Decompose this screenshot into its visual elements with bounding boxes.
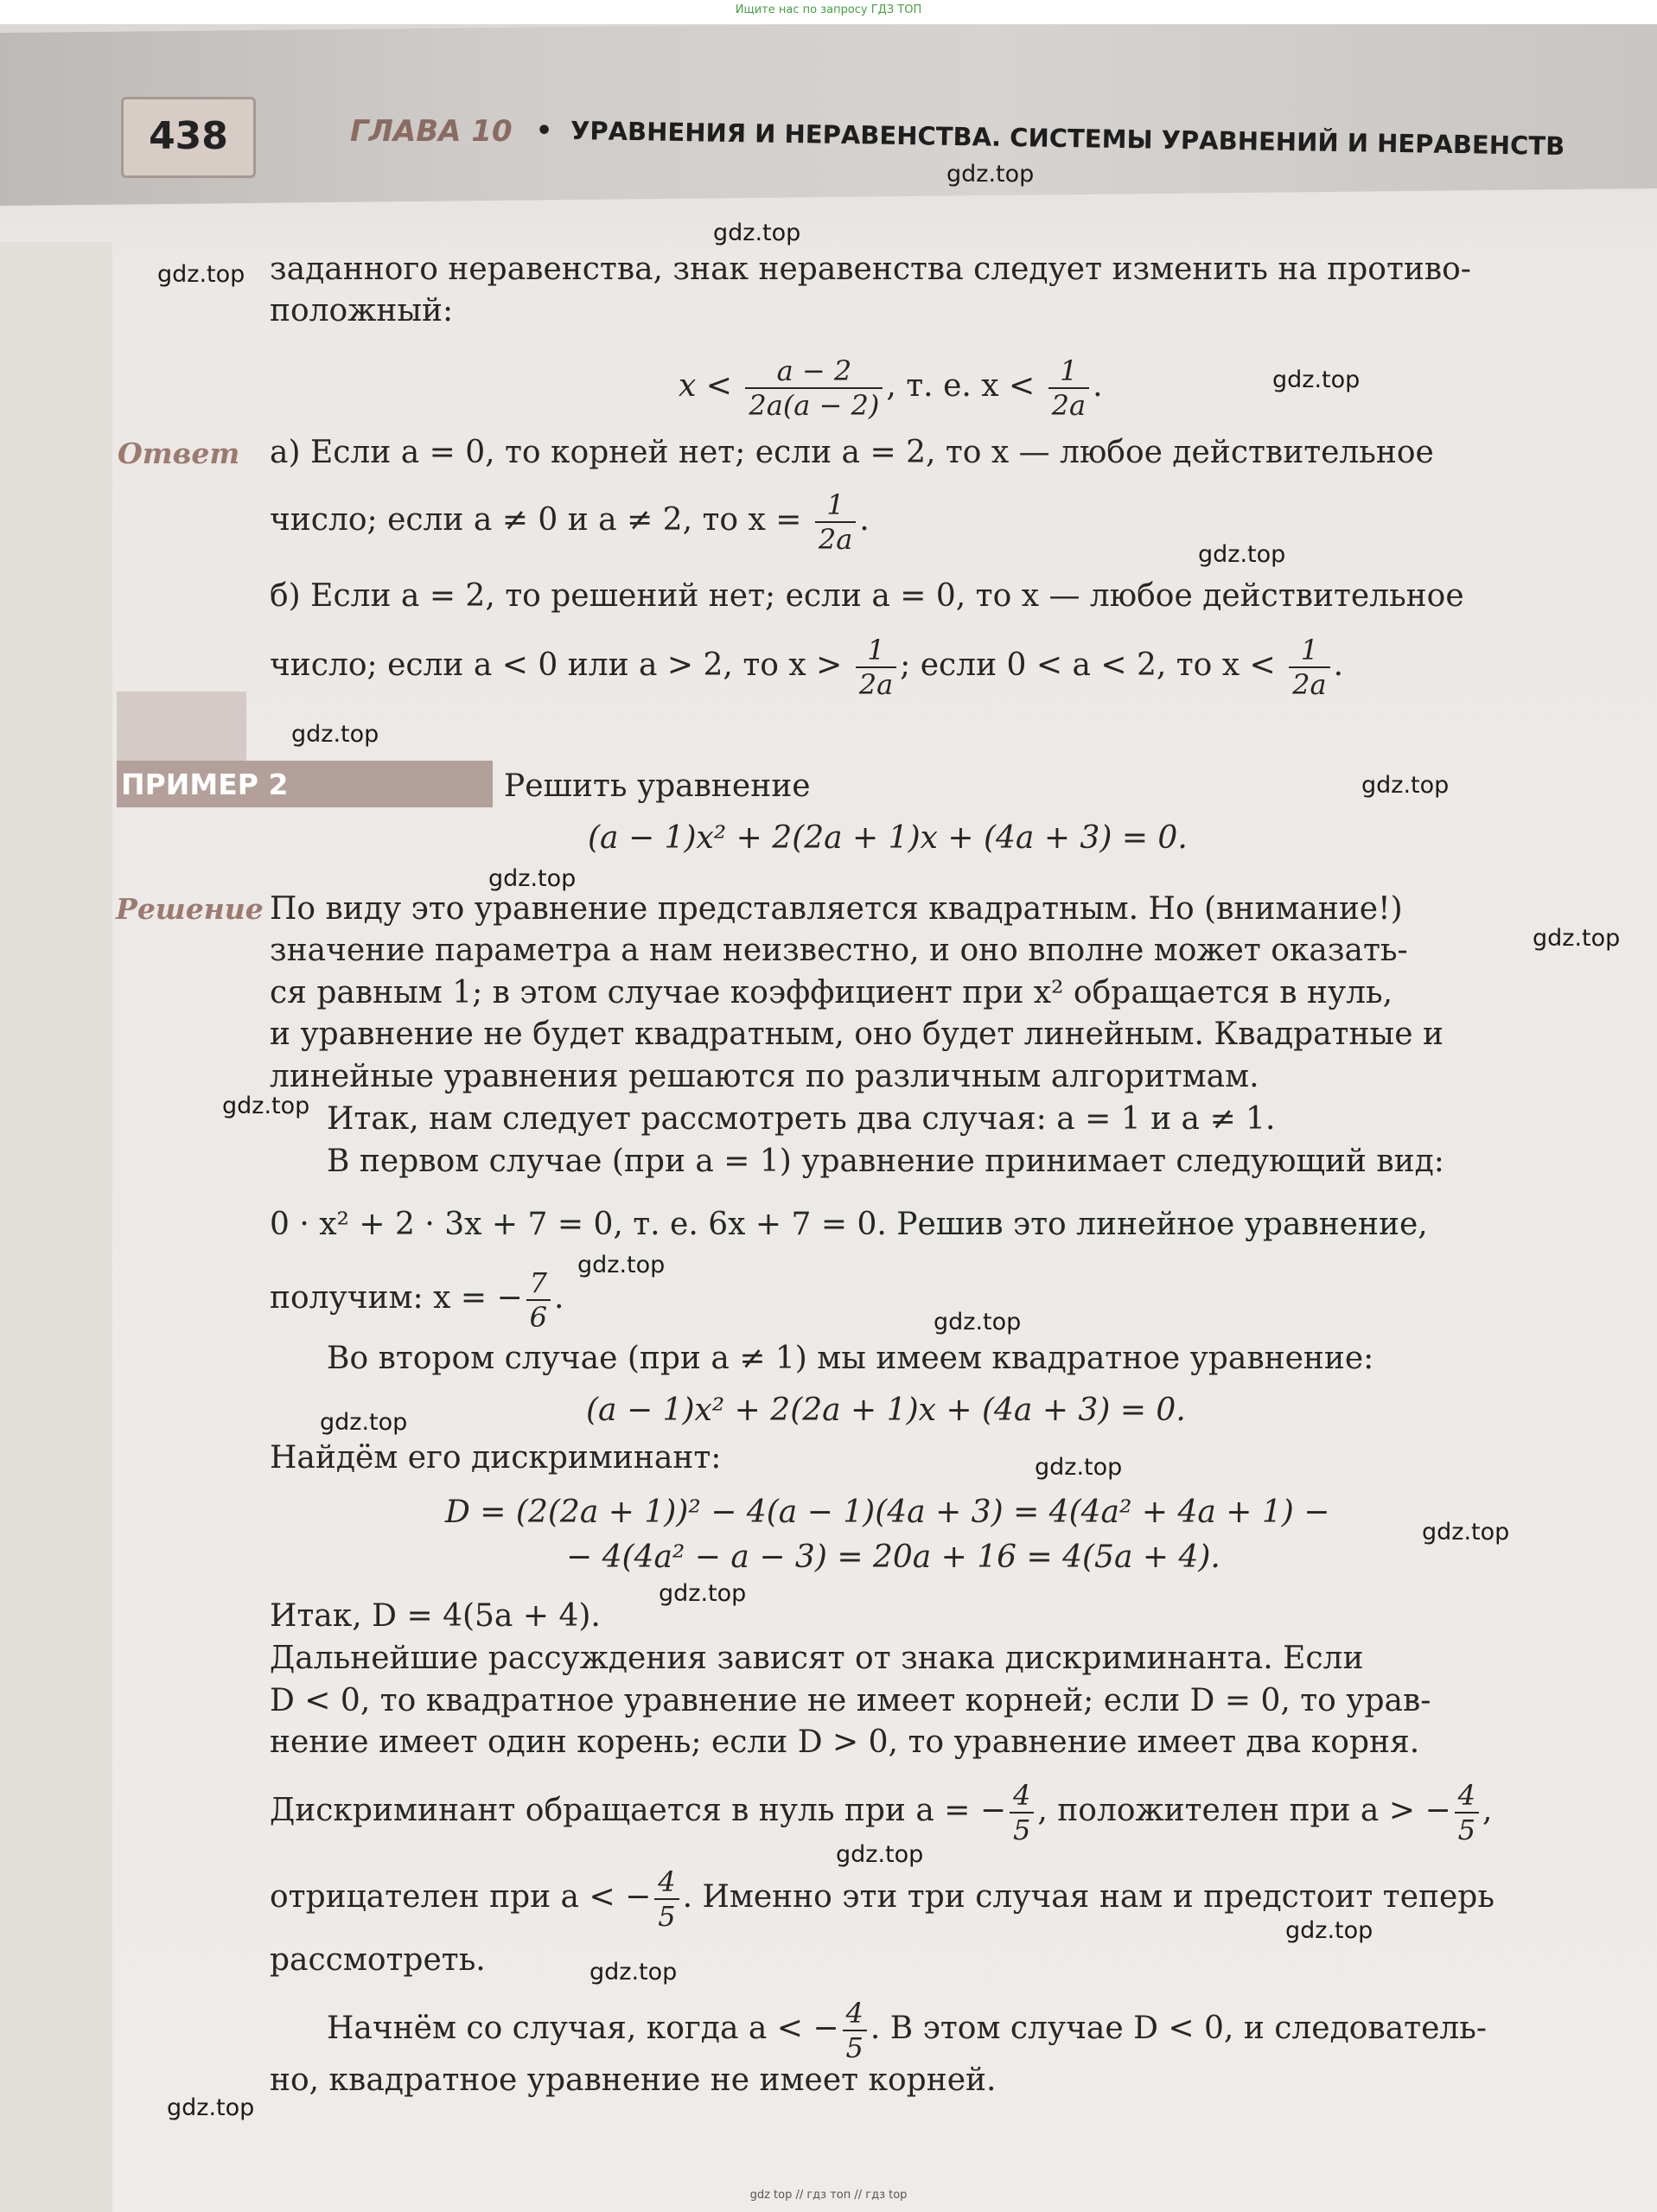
text: отрицателен при a < − [270,1879,652,1915]
fraction-denominator: 5 [658,1900,676,1933]
left-margin-stripe [0,242,112,2212]
text-line: Итак, нам следует рассмотреть два случая: a = 1 и a ≠ 1. [327,1101,1276,1137]
text: . В этом случае D < 0, и следователь- [870,2011,1488,2046]
math: x < [679,368,732,404]
fraction [815,488,856,556]
watermark: gdz.top [590,1959,678,1986]
watermark: gdz.top [577,1252,666,1278]
watermark: gdz.top [1422,1519,1510,1546]
watermark: gdz.top [1198,541,1286,568]
example-label: ПРИМЕР 2 [121,768,289,801]
top-banner [0,0,1657,24]
fraction-denominator: 5 [1457,1814,1475,1846]
text-line: линейные уравнения решаются по различным алгоритмам. [270,1059,1259,1094]
watermark: gdz.top [157,261,245,288]
fraction-numerator: 4 [1010,1779,1034,1814]
text-line: а) Если a = 0, то корней нет; если a = 2, то x — любое действительное [270,435,1434,470]
fraction [654,1865,679,1933]
fraction-numerator: 4 [843,1997,867,2031]
text-line: Во втором случае (при a ≠ 1) мы имеем квадратное уравнение: [327,1341,1374,1376]
text-line: D < 0, то квадратное уравнение не имеет корней; если D = 0, то урав- [270,1683,1431,1718]
text: . [859,502,870,538]
text: получим: x = − [270,1280,523,1316]
text-line: но, квадратное уравнение не имеет корней. [270,2062,997,2098]
fraction [1010,1779,1034,1846]
text-line: По виду это уравнение представляется квадратным. Но (внимание!) [270,891,1403,927]
fraction-denominator: 2a [858,668,894,701]
chapter-title: УРАВНЕНИЯ И НЕРАВЕНСТВА. СИСТЕМЫ УРАВНЕНИЙ И НЕРАВЕНСТВ [570,116,1565,162]
watermark: gdz.top [836,1841,924,1868]
text: число; если a < 0 или a > 2, то x > [270,647,843,683]
chapter-label: ГЛАВА 10 [350,114,513,149]
fraction-denominator: 2a(a − 2) [749,389,880,422]
text: . Именно эти три случая нам и предстоит теперь [682,1879,1494,1915]
fraction [843,1997,867,2064]
fraction-numerator: a − 2 [745,354,883,389]
text-line: ся равным 1; в этом случае коэффициент при x² обращается в нуль, [270,975,1393,1010]
watermark: gdz.top [222,1093,310,1119]
text-line: заданного неравенства, знак неравенства следует изменить на противо- [270,252,1471,287]
watermark: gdz.top [488,865,577,892]
example-bar-decoration [117,692,246,761]
text-line [270,488,870,556]
fraction-numerator: 1 [856,634,896,668]
text-line: Найдём его дискриминант: [270,1440,722,1476]
text-line: значение параметра a нам неизвестно, и оно вполне может оказать- [270,933,1408,968]
watermark: gdz.top [1272,367,1361,393]
watermark: gdz.top [659,1580,747,1607]
equation: (a − 1)x² + 2(2a + 1)x + (4a + 3) = 0. [588,820,1188,856]
text: . [553,1280,564,1316]
footer-text[interactable]: gdz top // гдз топ // гдз top [749,2189,908,2202]
text-line: 0 · x² + 2 · 3x + 7 = 0, т. е. 6x + 7 = 0. Решив это линейное уравнение, [270,1207,1428,1242]
text: число; если a ≠ 0 и a ≠ 2, то x = [270,502,802,538]
fraction-denominator: 2a [818,523,853,556]
equation: (a − 1)x² + 2(2a + 1)x + (4a + 3) = 0. [586,1393,1186,1428]
page-number: 438 [121,97,256,178]
watermark: gdz.top [320,1409,408,1436]
solution-label: Решение [116,892,264,926]
fraction-denominator: 5 [1013,1814,1031,1846]
text-line: и уравнение не будет квадратным, оно будет линейным. Квадратные и [270,1017,1444,1052]
chapter-bullet: • [536,116,553,146]
watermark: gdz.top [1285,1917,1373,1944]
fraction [745,354,883,422]
watermark: gdz.top [167,2094,255,2121]
text-line: Решить уравнение [504,768,811,804]
fraction-denominator: 2a [1051,389,1087,422]
text-line: нение имеет один корень; если D > 0, то уравнение имеет два корня. [270,1724,1420,1760]
fraction-numerator: 1 [1048,354,1089,389]
text: ; если 0 < a < 2, то x < [900,647,1276,683]
answer-label: Ответ [118,437,240,470]
text-line [270,1266,564,1334]
fraction [1455,1779,1479,1846]
text-line: положный: [270,293,454,328]
text-line: рассмотреть. [270,1942,486,1978]
watermark: gdz.top [713,220,801,246]
fraction-denominator: 6 [529,1301,547,1334]
watermark: gdz.top [291,721,379,748]
watermark: gdz.top [946,161,1035,188]
text-line: В первом случае (при a = 1) уравнение принимает следующий вид: [327,1144,1444,1179]
text: , т. е. x < [886,368,1036,404]
watermark: gdz.top [934,1309,1022,1335]
inequality-line [679,354,1103,422]
text: . [1333,647,1344,683]
fraction-numerator: 1 [815,488,856,523]
text-line [270,1779,1492,1846]
text-line [270,1865,1494,1933]
text-line: Итак, D = 4(5a + 4). [270,1598,601,1634]
text-line: б) Если a = 2, то решений нет; если a = 0, то x — любое действительное [270,578,1464,614]
text: . [1093,368,1103,404]
equation: D = (2(2a + 1))² − 4(a − 1)(4a + 3) = 4(4a² + 4a + 1) − [445,1495,1330,1530]
fraction-numerator: 4 [1455,1779,1479,1814]
text: Начнём со случая, когда a < − [327,2011,839,2046]
fraction-numerator: 4 [654,1865,679,1900]
fraction [856,634,896,701]
fraction [1289,634,1329,701]
text: , [1482,1793,1493,1828]
fraction-denominator: 2a [1292,668,1327,701]
watermark: gdz.top [1035,1454,1123,1481]
text-line: Дальнейшие рассуждения зависят от знака дискриминанта. Если [270,1641,1364,1676]
watermark: gdz.top [1361,772,1450,799]
watermark: gdz.top [1533,925,1621,952]
fraction [1048,354,1089,422]
fraction-numerator: 1 [1289,634,1329,668]
fraction-numerator: 7 [526,1266,551,1301]
bleed-through [899,285,907,314]
text: Дискриминант обращается в нуль при a = − [270,1793,1007,1828]
text-line [270,634,1343,701]
banner-text[interactable]: Ищите нас по запросу ГДЗ ТОП [735,3,922,16]
equation: − 4(4a² − a − 3) = 20a + 16 = 4(5a + 4). [566,1539,1220,1575]
fraction-denominator: 5 [845,2031,864,2064]
text-line [327,1997,1487,2064]
fraction [526,1266,551,1334]
text: , положителен при a > − [1037,1793,1451,1828]
